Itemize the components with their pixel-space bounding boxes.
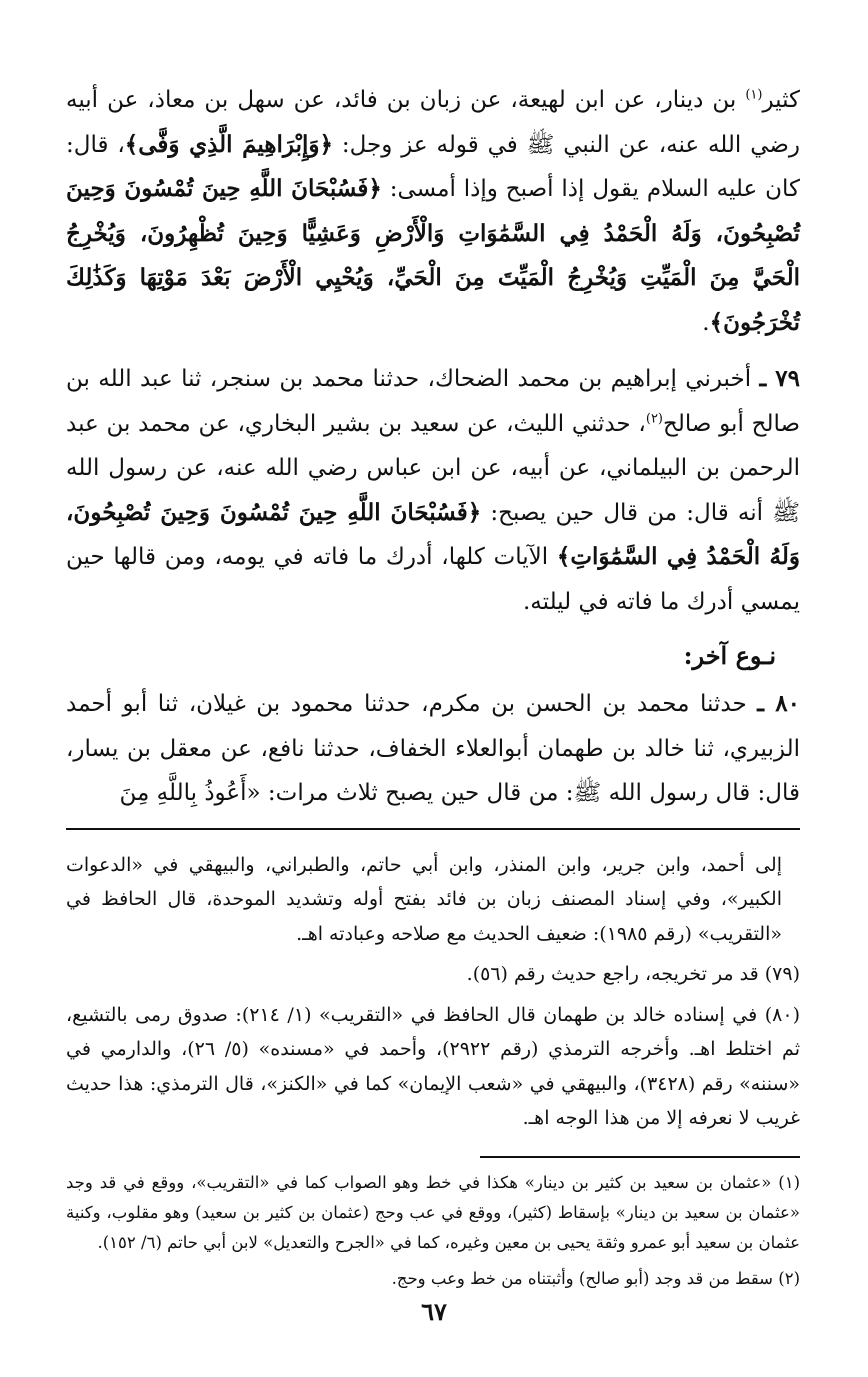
page-content — [66, 78, 800, 1294]
takhrij-notes — [66, 848, 800, 1136]
text-run: بن دينار، عن ابن لهيعة، عن زبان بن فائد، عن سهل بن معاذ، عن أبيه رضي الله عنه، عن النبي ﷺ في قوله عز وجل: — [66, 87, 801, 158]
paragraph-continuation — [66, 78, 800, 345]
hadith-79 — [66, 357, 800, 624]
footnote-marker-1: (١) — [745, 87, 763, 103]
main-text — [66, 78, 800, 816]
footnote-rule — [480, 1156, 800, 1158]
section-heading: نـوع آخر: — [683, 641, 776, 670]
page-number: ٦٧ — [421, 1297, 447, 1326]
separator-rule — [66, 828, 800, 830]
note-80: (٨٠) في إسناده خالد بن طهمان قال الحافظ في «التقريب» (١/ ٢١٤): صدوق رمى بالتشيع، ثم اختلط اهـ. وأخرجه الترمذي (رقم ٢٩٢٢)، وأحمد في «مسنده» (٥/ ٢٦)، والدارمي في «سننه» رقم (٣٤٢٨)، والبيهقي في «شعب الإيمان» كما في «الكنز»، قال الترمذي: هذا حديث غريب لا نعرفه إلا من هذا الوجه اهـ. — [66, 1003, 800, 1129]
hadith-number: ٧٩ ـ — [759, 365, 800, 392]
text-run: ، قال: كان عليه السلام يقول إذا أصبح وإذا أمسى: — [66, 131, 800, 202]
note-continuation: إلى أحمد، وابن جرير، وابن المنذر، وابن أبي حاتم، والطبراني، والبيهقي في «الدعوات الكبير»، وفي إسناد المصنف زبان بن فائد بفتح أوله وتشديد الموحدة، قال الحافظ في «التقريب» (رقم ١٩٨٥): ضعيف الحديث مع صلاحه وعبادته اهـ. — [66, 853, 782, 945]
text-run: حدثنا محمد بن الحسن بن مكرم، حدثنا محمود بن غيلان، ثنا أبو أحمد الزبيري، ثنا خالد بن طهمان أبوالعلاء الخفاف، حدثنا نافع، عن معقل بن يسار، قال: قال رسول الله ﷺ: من قال حين يصبح ثلاث مرات: «أَعُوذُ بِاللَّهِ مِنَ — [66, 691, 800, 806]
text-run: الآيات كلها، أدرك ما فاته في يومه، ومن قالها حين يمسي أدرك ما فاته في ليلته. — [66, 544, 800, 615]
quran-verse: ﴿وَإِبْرَاهِيمَ الَّذِي وَفَّى﴾ — [124, 130, 333, 158]
hadith-80 — [66, 682, 800, 816]
note-79: (٧٩) قد مر تخريجه، راجع حديث رقم (٥٦). — [466, 963, 800, 985]
quran-verse: ﴿فَسُبْحَانَ اللَّهِ حِينَ تُمْسُونَ وَحِينَ تُصْبِحُونَ، وَلَهُ الْحَمْدُ فِي السَّمَٰوَاتِ وَالْأَرْضِ وَعَشِيًّا وَحِينَ تُظْهِرُونَ، وَيُخْرِجُ الْحَيَّ مِنَ الْمَيِّتِ وَيُخْرِجُ الْمَيِّتَ مِنَ الْحَيِّ، وَيُحْيِي الْأَرْضَ بَعْدَ مَوْتِهَا وَكَذَٰلِكَ تُخْرَجُونَ﴾ — [66, 175, 800, 336]
footnote-1: (١) «عثمان بن سعيد بن كثير بن دينار» هكذا في خط وهو الصواب كما في «التقريب»، ووقع في قد وجد «عثمان بن سعيد بن دينار» بإسقاط (كثير)، ووقع في عب وحج (عثمان بن كثير بن سعيد) وهو مقلوب، وكنية عثمان بن سعيد أبو عمرو وثقة يحيى بن معين وغيره، كما في «الجرح والتعديل» لابن أبي حاتم (٦/ ١٥٢). — [66, 1172, 800, 1252]
text-run: . — [702, 309, 710, 336]
footnote-2: (٢) سقط من قد وجد (أبو صالح) وأثبتناه من خط وعب وحج. — [391, 1268, 800, 1288]
footnotes — [66, 1168, 800, 1294]
quran-verse: ﴿فَسُبْحَانَ اللَّهِ حِينَ تُمْسُونَ وَحِينَ تُصْبِحُونَ، وَلَهُ الْحَمْدُ فِي السَّمَٰوَاتِ﴾ — [66, 498, 800, 570]
hadith-number: ٨٠ ـ — [757, 690, 800, 717]
footnote-marker-2: (٢) — [645, 410, 663, 426]
text-run: أخبرني إبراهيم بن محمد الضحاك، حدثنا محمد بن سنجر، ثنا عبد الله بن صالح أبو صالح — [66, 366, 800, 437]
text-run: كثير — [762, 87, 800, 113]
text-run: ، حدثني الليث، عن سعيد بن بشير البخاري، عن محمد بن عبد الرحمن بن البيلماني، عن أبيه، عن ابن عباس رضي الله عنه، عن رسول الله ﷺ أنه قال: من قال حين يصبح: — [66, 410, 800, 526]
